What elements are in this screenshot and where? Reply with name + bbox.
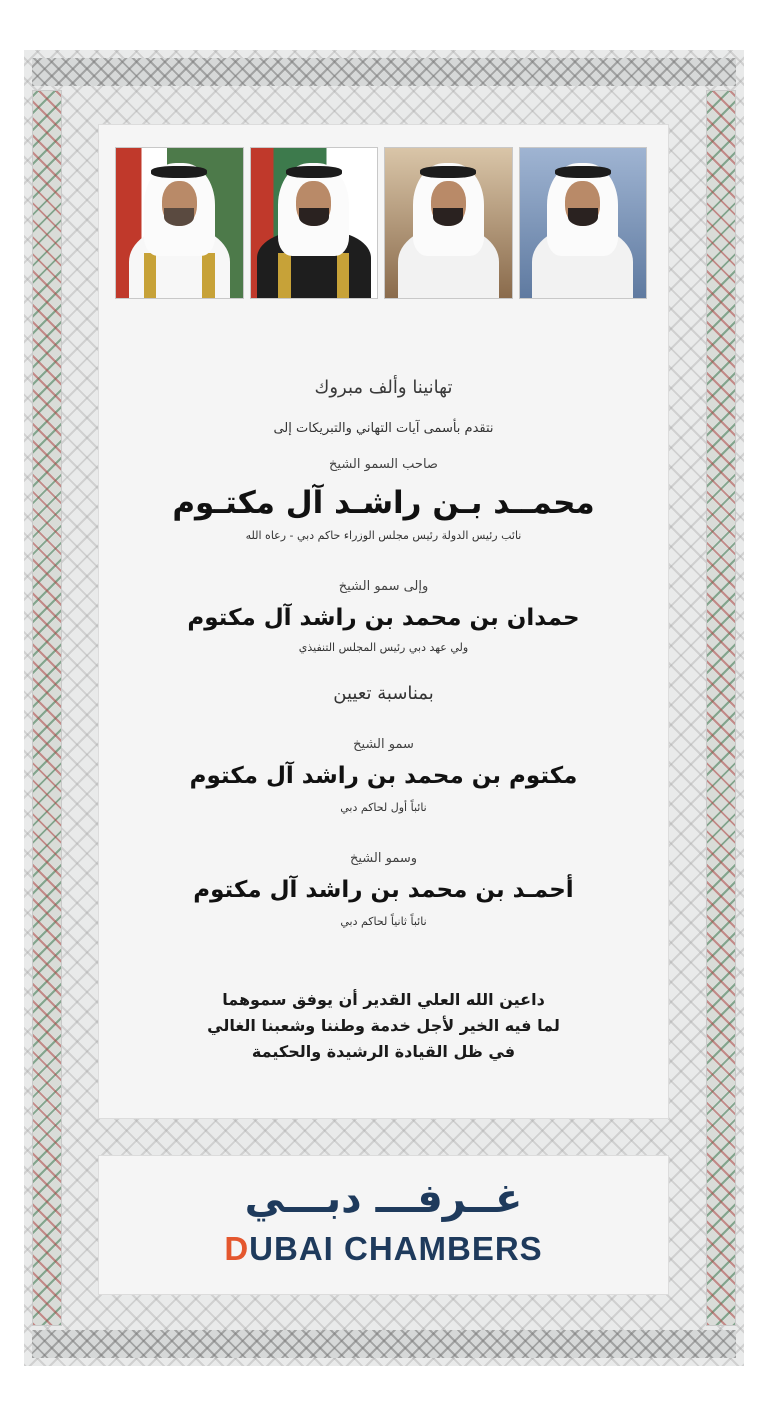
honorific-2: وإلى سمو الشيخ (338, 579, 429, 594)
title-2: ولي عهد دبي رئيس المجلس التنفيذي (298, 641, 469, 654)
logo-d-mark: D (224, 1230, 250, 1267)
closing-prayer (99, 987, 668, 1065)
prayer-line-2: لما فيه الخير لأجل خدمة وطننا وشعبنا الغالي (207, 1016, 560, 1035)
logo-panel (98, 1155, 669, 1295)
portrait-sheikh-mohammed (115, 147, 244, 299)
announcement-panel (98, 124, 669, 1119)
portrait-row (115, 147, 647, 299)
name-4: أحمـد بن محمد بن راشد آل مكتوم (193, 877, 574, 903)
intro-text: نتقدم بأسمى آيات التهاني والتبريكات إلى (273, 421, 494, 436)
honorific-3: سمو الشيخ (353, 737, 414, 752)
prayer-line-3: في ظل القيادة الرشيدة والحكيمة (251, 1042, 516, 1061)
portrait-sheikh-ahmed (519, 147, 648, 299)
bottom-border-pattern (32, 1330, 736, 1358)
title-3: نائباً أول لحاكم دبي (340, 801, 427, 814)
logo-english-text: UBAI CHAMBERS (249, 1230, 543, 1267)
name-2: حمدان بن محمد بن راشد آل مكتوم (187, 605, 580, 631)
left-border-pattern (32, 90, 62, 1326)
honorific-1: صاحب السمو الشيخ (329, 457, 438, 472)
name-1: محمــد بـن راشـد آل مكتـوم (172, 485, 595, 521)
top-border-pattern (32, 58, 736, 86)
prayer-line-1: داعين الله العلي القدير أن يوفق سموهما (222, 990, 545, 1009)
right-border-pattern (706, 90, 736, 1326)
title-4: نائباً ثانياً لحاكم دبي (340, 915, 427, 928)
portrait-sheikh-maktoum (384, 147, 513, 299)
greeting-heading: تهانينا وألف مبروك (314, 377, 453, 398)
dubai-chambers-logo-arabic: غــرفـــ دبـــي (244, 1176, 523, 1222)
name-3: مكتوم بن محمد بن راشد آل مكتوم (189, 763, 578, 789)
title-1: نائب رئيس الدولة رئيس مجلس الوزراء حاكم دبي - رعاه الله (245, 529, 522, 542)
occasion-heading: بمناسبة تعيين (333, 683, 434, 704)
honorific-4: وسمو الشيخ (349, 851, 418, 866)
portrait-sheikh-hamdan (250, 147, 379, 299)
dubai-chambers-logo-english (99, 1230, 668, 1268)
